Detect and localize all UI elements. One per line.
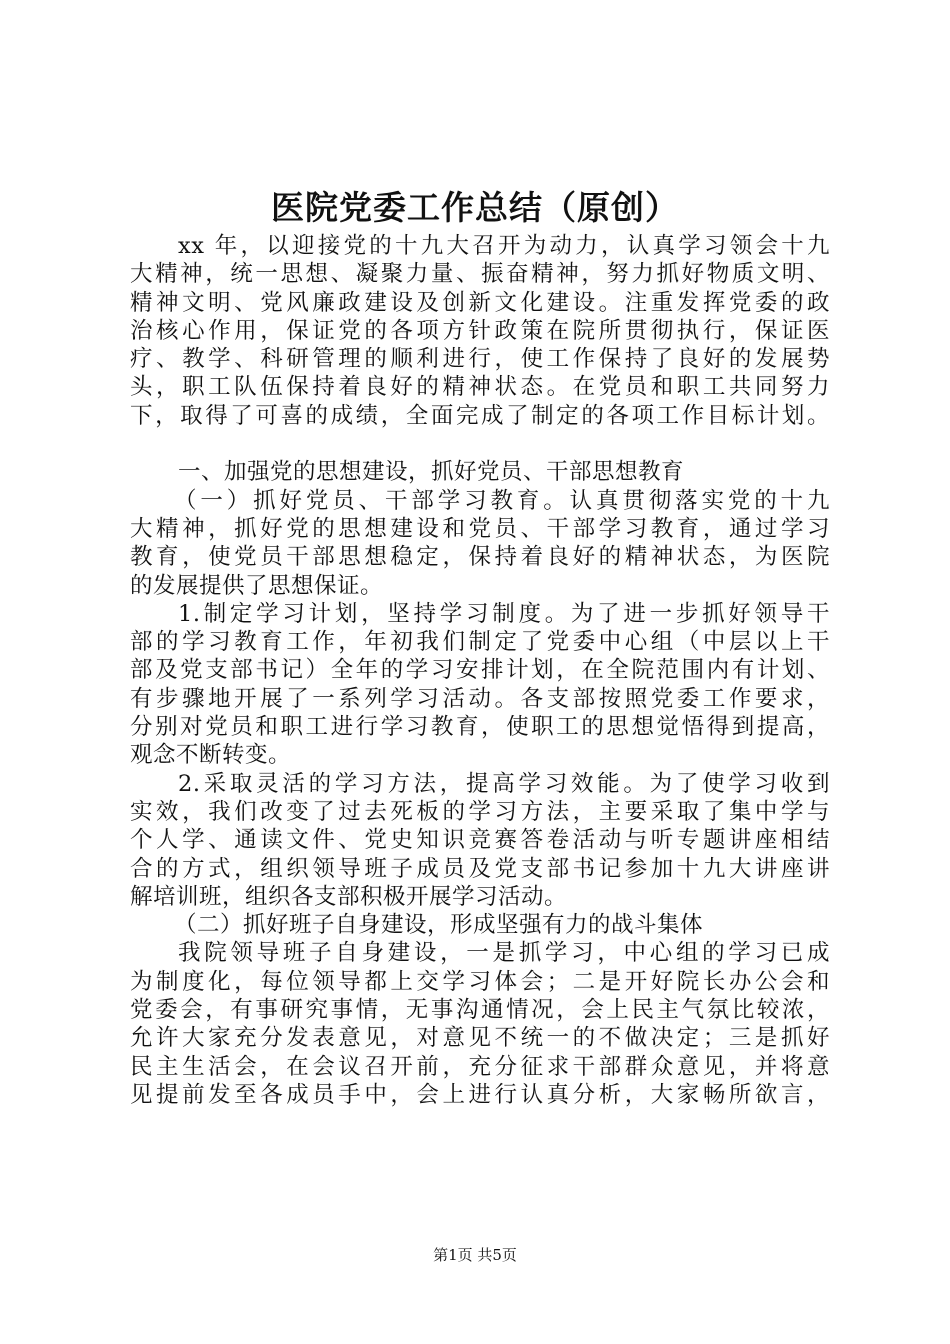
paragraph-line: 大精神，统一思想、凝聚力量、振奋精神，努力抓好物质文明、 [130,261,830,288]
paragraph-line: 下，取得了可喜的成绩，全面完成了制定的各项工作目标计划。 [130,402,830,429]
paragraph-line: 为制度化，每位领导都上交学习体会；二是开好院长办公会和 [130,968,830,995]
subsection-heading: （二）抓好班子自身建设，形成坚强有力的战斗集体 [174,912,704,939]
section-heading: 一、加强党的思想建设，抓好党员、干部思想教育 [178,459,685,486]
paragraph-line: （一）抓好党员、干部学习教育。认真贯彻落实党的十九 [174,487,830,514]
paragraph-line: 解培训班，组织各支部积极开展学习活动。 [130,883,568,910]
paragraph-line: 大精神，抓好党的思想建设和党员、干部学习教育，通过学习 [130,515,830,542]
paragraph-line: 精神文明、党风廉政建设及创新文化建设。注重发挥党委的政 [130,289,830,316]
paragraph-line: 治核心作用，保证党的各项方针政策在院所贯彻执行，保证医 [130,317,830,344]
page-footer: 第1页 共5页 [433,1246,517,1264]
paragraph-gap [130,430,830,458]
paragraph-line: 有步骤地开展了一系列学习活动。各支部按照党委工作要求， [130,685,830,712]
paragraph-line: 头，职工队伍保持着良好的精神状态。在党员和职工共同努力 [130,374,830,401]
paragraph-line: 党委会，有事研究事情，无事沟通情况，会上民主气氛比较浓， [130,997,830,1024]
document-title: 医院党委工作总结（原创） [271,188,679,227]
paragraph-line: 民主生活会，在会议召开前，充分征求干部群众意见，并将意 [130,1053,830,1080]
paragraph-line: 部的学习教育工作，年初我们制定了党委中心组（中层以上干 [130,629,830,656]
paragraph-line: 见提前发至各成员手中，会上进行认真分析，大家畅所欲言， [130,1081,830,1108]
paragraph-line: 观念不断转变。 [130,742,292,769]
paragraph-line: 个人学、通读文件、党史知识竞赛答卷活动与听专题讲座相结 [130,827,830,854]
paragraph-line: 的发展提供了思想保证。 [130,572,384,599]
paragraph-line: 1.制定学习计划，坚持学习制度。为了进一步抓好领导干 [178,600,830,627]
paragraph-line: 2.采取灵活的学习方法，提高学习效能。为了使学习收到 [178,770,830,797]
paragraph-line: 合的方式，组织领导班子成员及党支部书记参加十九大讲座讲 [130,855,830,882]
paragraph-line: 允许大家充分发表意见，对意见不统一的不做决定；三是抓好 [130,1025,830,1052]
paragraph-line: 实效，我们改变了过去死板的学习方法，主要采取了集中学与 [130,798,830,825]
paragraph-line: xx 年，以迎接党的十九大召开为动力，认真学习领会十九 [178,233,830,259]
paragraph-line: 疗、教学、科研管理的顺利进行，使工作保持了良好的发展势 [130,346,830,373]
document-body [130,232,830,1109]
paragraph-line: 分别对党员和职工进行学习教育，使职工的思想觉悟得到提高， [130,714,830,741]
paragraph-line: 我院领导班子自身建设，一是抓学习，中心组的学习已成 [178,940,830,967]
paragraph-line: 部及党支部书记）全年的学习安排计划，在全院范围内有计划、 [130,657,830,684]
paragraph-line: 教育，使党员干部思想稳定，保持着良好的精神状态，为医院 [130,544,830,571]
